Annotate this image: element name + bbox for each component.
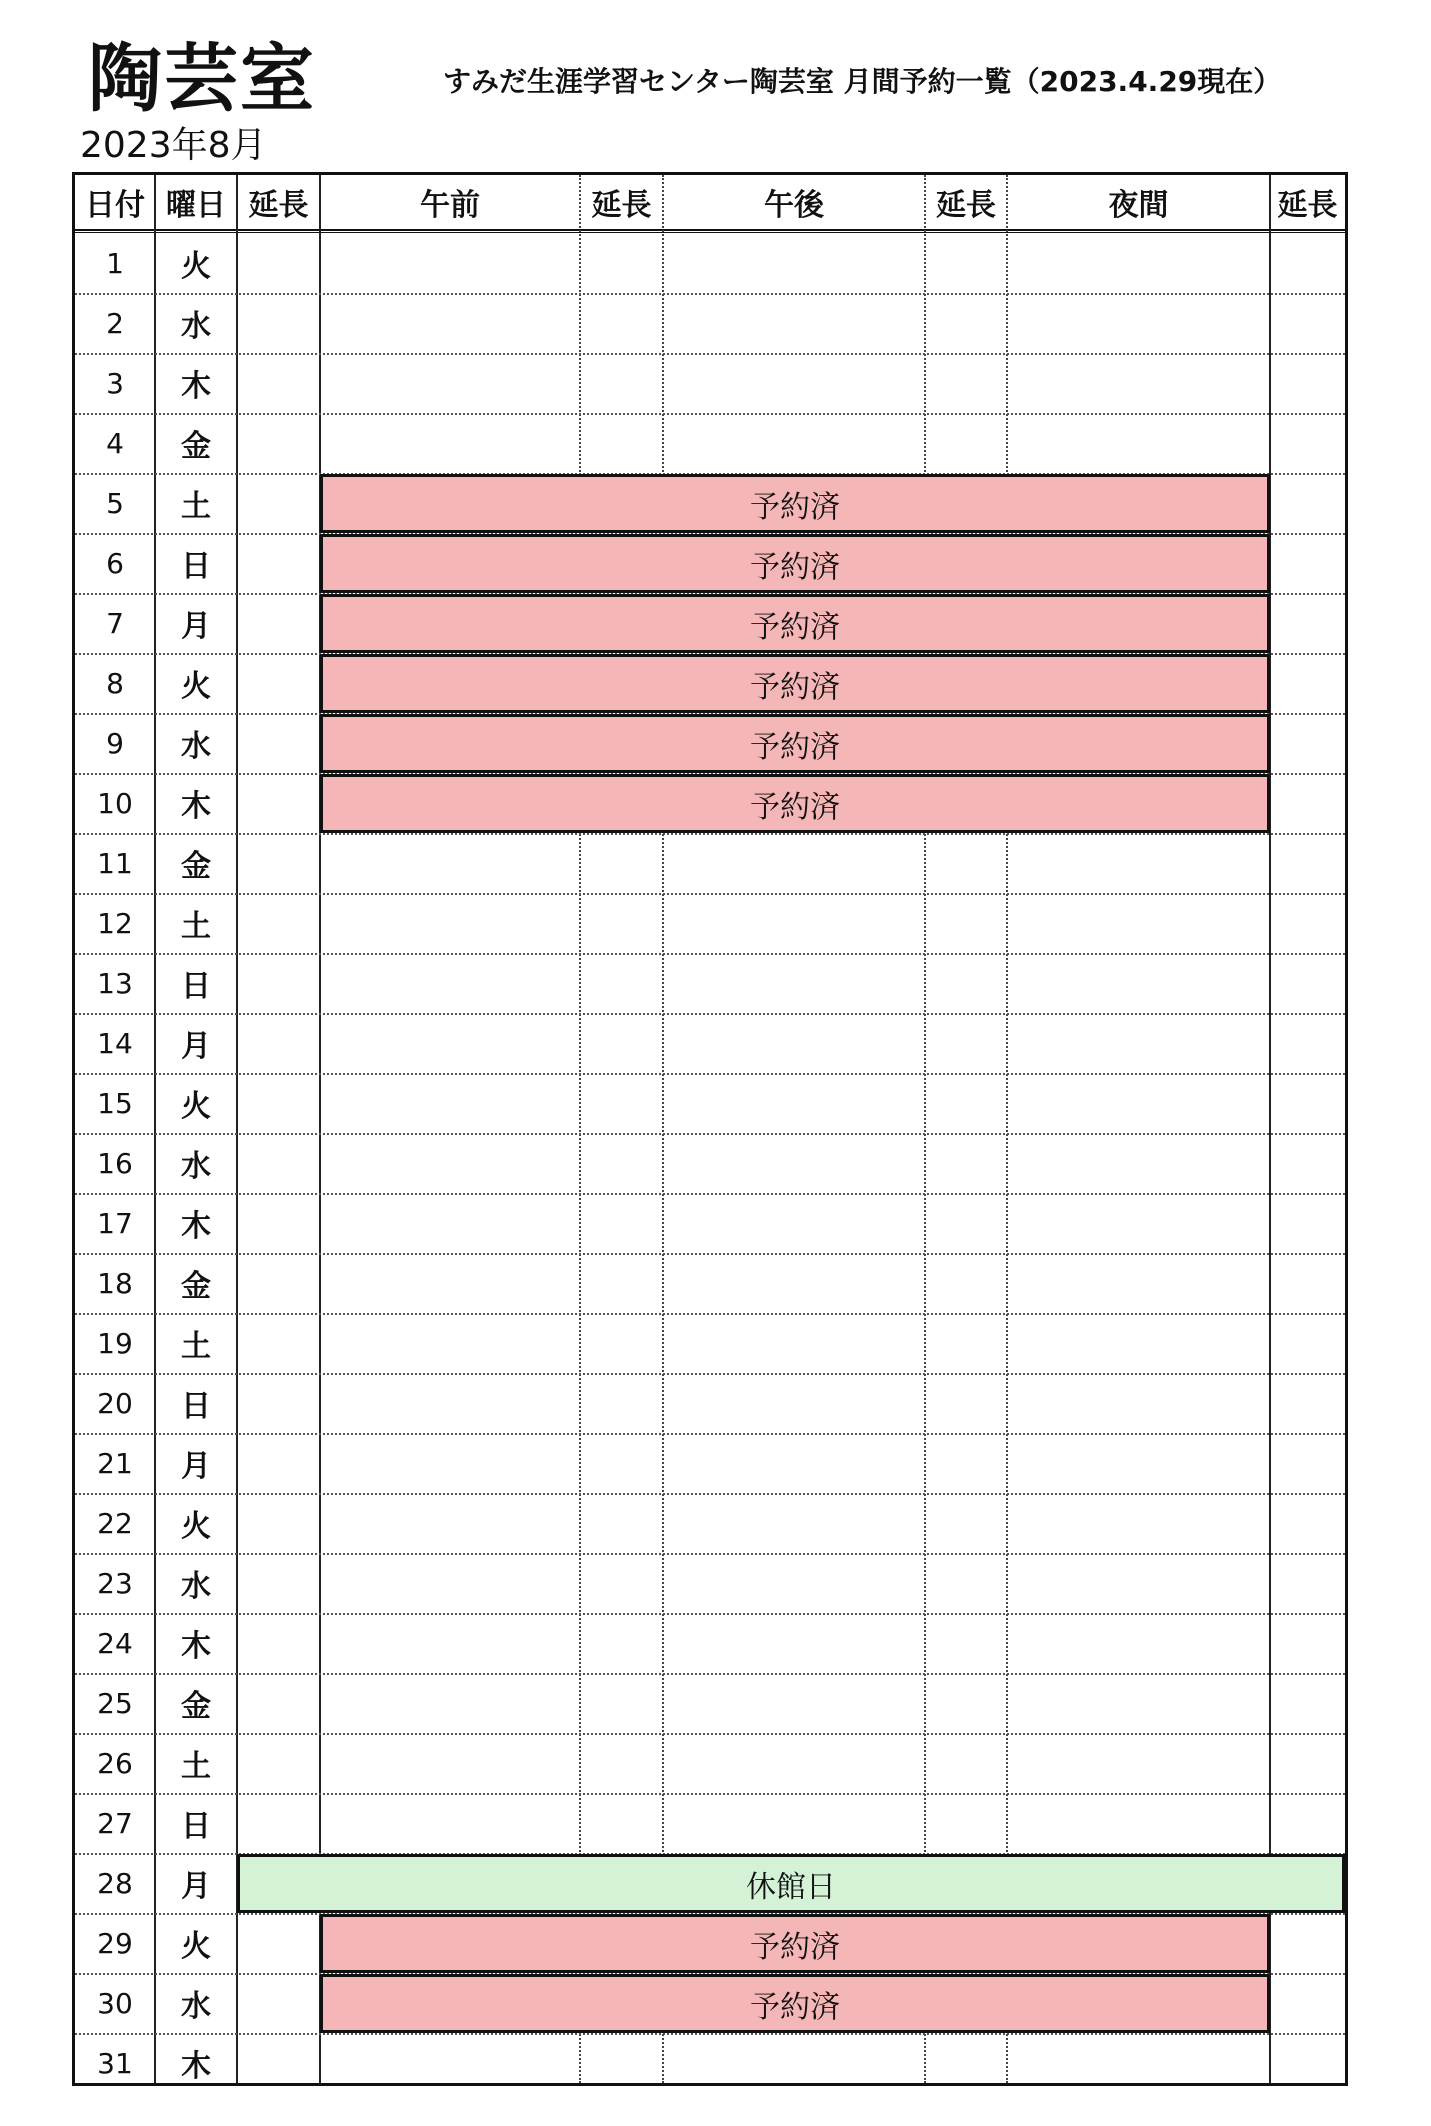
weekday: 水 — [181, 1989, 211, 2024]
column-header: 延長 — [591, 188, 652, 223]
weekday: 月 — [181, 609, 211, 644]
day-number: 21 — [97, 1446, 133, 1480]
column-header: 延長 — [1277, 188, 1338, 223]
header-divider — [75, 229, 1345, 233]
weekday: 木 — [181, 789, 211, 824]
weekday: 日 — [181, 549, 211, 584]
weekday: 金 — [181, 849, 211, 884]
day-number: 28 — [97, 1866, 133, 1900]
day-number: 15 — [97, 1086, 133, 1120]
weekday: 月 — [181, 1029, 211, 1064]
row-divider — [75, 293, 1345, 295]
day-number: 27 — [97, 1806, 133, 1840]
day-number: 24 — [97, 1626, 133, 1660]
day-number: 3 — [106, 366, 124, 400]
weekday: 木 — [181, 369, 211, 404]
column-divider — [1006, 175, 1008, 2083]
column-header: 日付 — [85, 188, 145, 223]
weekday: 水 — [181, 729, 211, 764]
reserved-bar: 予約済 — [320, 774, 1270, 833]
day-number: 22 — [97, 1506, 133, 1540]
weekday: 土 — [181, 489, 211, 524]
weekday: 月 — [181, 1449, 211, 1484]
day-number: 5 — [106, 486, 124, 520]
weekday: 金 — [181, 429, 211, 464]
day-number: 26 — [97, 1746, 133, 1780]
weekday: 水 — [181, 1149, 211, 1184]
day-number: 29 — [97, 1926, 133, 1960]
row-divider — [75, 1493, 1345, 1495]
column-header: 延長 — [248, 188, 309, 223]
weekday: 火 — [181, 1509, 211, 1544]
column-divider — [1269, 175, 1271, 2083]
day-number: 13 — [97, 966, 133, 1000]
reserved-bar: 予約済 — [320, 714, 1270, 773]
weekday: 火 — [181, 669, 211, 704]
day-number: 16 — [97, 1146, 133, 1180]
month-label: 2023年8月 — [80, 125, 267, 166]
day-number: 11 — [97, 846, 133, 880]
weekday: 金 — [181, 1689, 211, 1724]
weekday: 日 — [181, 1389, 211, 1424]
weekday: 火 — [181, 1929, 211, 1964]
day-number: 12 — [97, 906, 133, 940]
weekday: 日 — [181, 1809, 211, 1844]
reserved-bar: 予約済 — [320, 654, 1270, 713]
row-divider — [75, 1733, 1345, 1735]
row-divider — [75, 1673, 1345, 1675]
day-number: 30 — [97, 1986, 133, 2020]
day-number: 6 — [106, 546, 124, 580]
day-number: 2 — [106, 306, 124, 340]
column-header: 午後 — [764, 188, 824, 223]
day-number: 10 — [97, 786, 133, 820]
day-number: 25 — [97, 1686, 133, 1720]
row-divider — [75, 1613, 1345, 1615]
day-number: 18 — [97, 1266, 133, 1300]
row-divider — [75, 1373, 1345, 1375]
day-number: 9 — [106, 726, 124, 760]
weekday: 金 — [181, 1269, 211, 1304]
day-number: 1 — [106, 246, 124, 280]
weekday: 日 — [181, 969, 211, 1004]
reserved-bar: 予約済 — [320, 534, 1270, 593]
column-header: 延長 — [936, 188, 996, 223]
weekday: 土 — [181, 909, 211, 944]
row-divider — [75, 353, 1345, 355]
column-divider — [662, 175, 664, 2083]
row-divider — [75, 893, 1345, 895]
weekday: 木 — [181, 1629, 211, 1664]
day-number: 20 — [97, 1386, 133, 1420]
column-header: 午前 — [420, 188, 480, 223]
weekday: 月 — [181, 1869, 211, 1904]
weekday: 火 — [181, 249, 211, 284]
weekday: 土 — [181, 1749, 211, 1784]
reserved-bar: 予約済 — [320, 1914, 1270, 1973]
row-divider — [75, 1553, 1345, 1555]
row-divider — [75, 1193, 1345, 1195]
reserved-bar: 予約済 — [320, 594, 1270, 653]
day-number: 31 — [97, 2046, 133, 2080]
weekday: 土 — [181, 1329, 211, 1364]
row-divider — [75, 413, 1345, 415]
weekday: 木 — [181, 2049, 211, 2084]
column-header: 曜日 — [166, 188, 226, 223]
column-divider — [924, 175, 926, 2083]
row-divider — [75, 1313, 1345, 1315]
day-number: 7 — [106, 606, 124, 640]
weekday: 木 — [181, 1209, 211, 1244]
row-divider — [75, 1073, 1345, 1075]
day-number: 14 — [97, 1026, 133, 1060]
reserved-bar: 予約済 — [320, 1974, 1270, 2033]
day-number: 4 — [106, 426, 124, 460]
row-divider — [75, 1793, 1345, 1795]
weekday: 水 — [181, 309, 211, 344]
reserved-bar: 予約済 — [320, 474, 1270, 533]
room-title: 陶芸室 — [88, 36, 316, 122]
row-divider — [75, 953, 1345, 955]
column-header: 夜間 — [1108, 188, 1169, 223]
day-number: 19 — [97, 1326, 133, 1360]
weekday: 火 — [181, 1089, 211, 1124]
row-divider — [75, 1253, 1345, 1255]
closed-day-bar: 休館日 — [237, 1854, 1345, 1913]
day-number: 23 — [97, 1566, 133, 1600]
reservation-table — [72, 172, 1348, 2086]
day-number: 17 — [97, 1206, 133, 1240]
row-divider — [75, 1133, 1345, 1135]
document-title: すみだ生涯学習センター陶芸室 月間予約一覧（2023.4.29現在） — [443, 65, 1282, 98]
column-divider — [579, 175, 581, 2083]
weekday: 水 — [181, 1569, 211, 1604]
row-divider — [75, 1013, 1345, 1015]
row-divider — [75, 2033, 1345, 2035]
column-divider — [319, 175, 321, 2083]
row-divider — [75, 1433, 1345, 1435]
row-divider — [75, 833, 1345, 835]
day-number: 8 — [106, 666, 124, 700]
